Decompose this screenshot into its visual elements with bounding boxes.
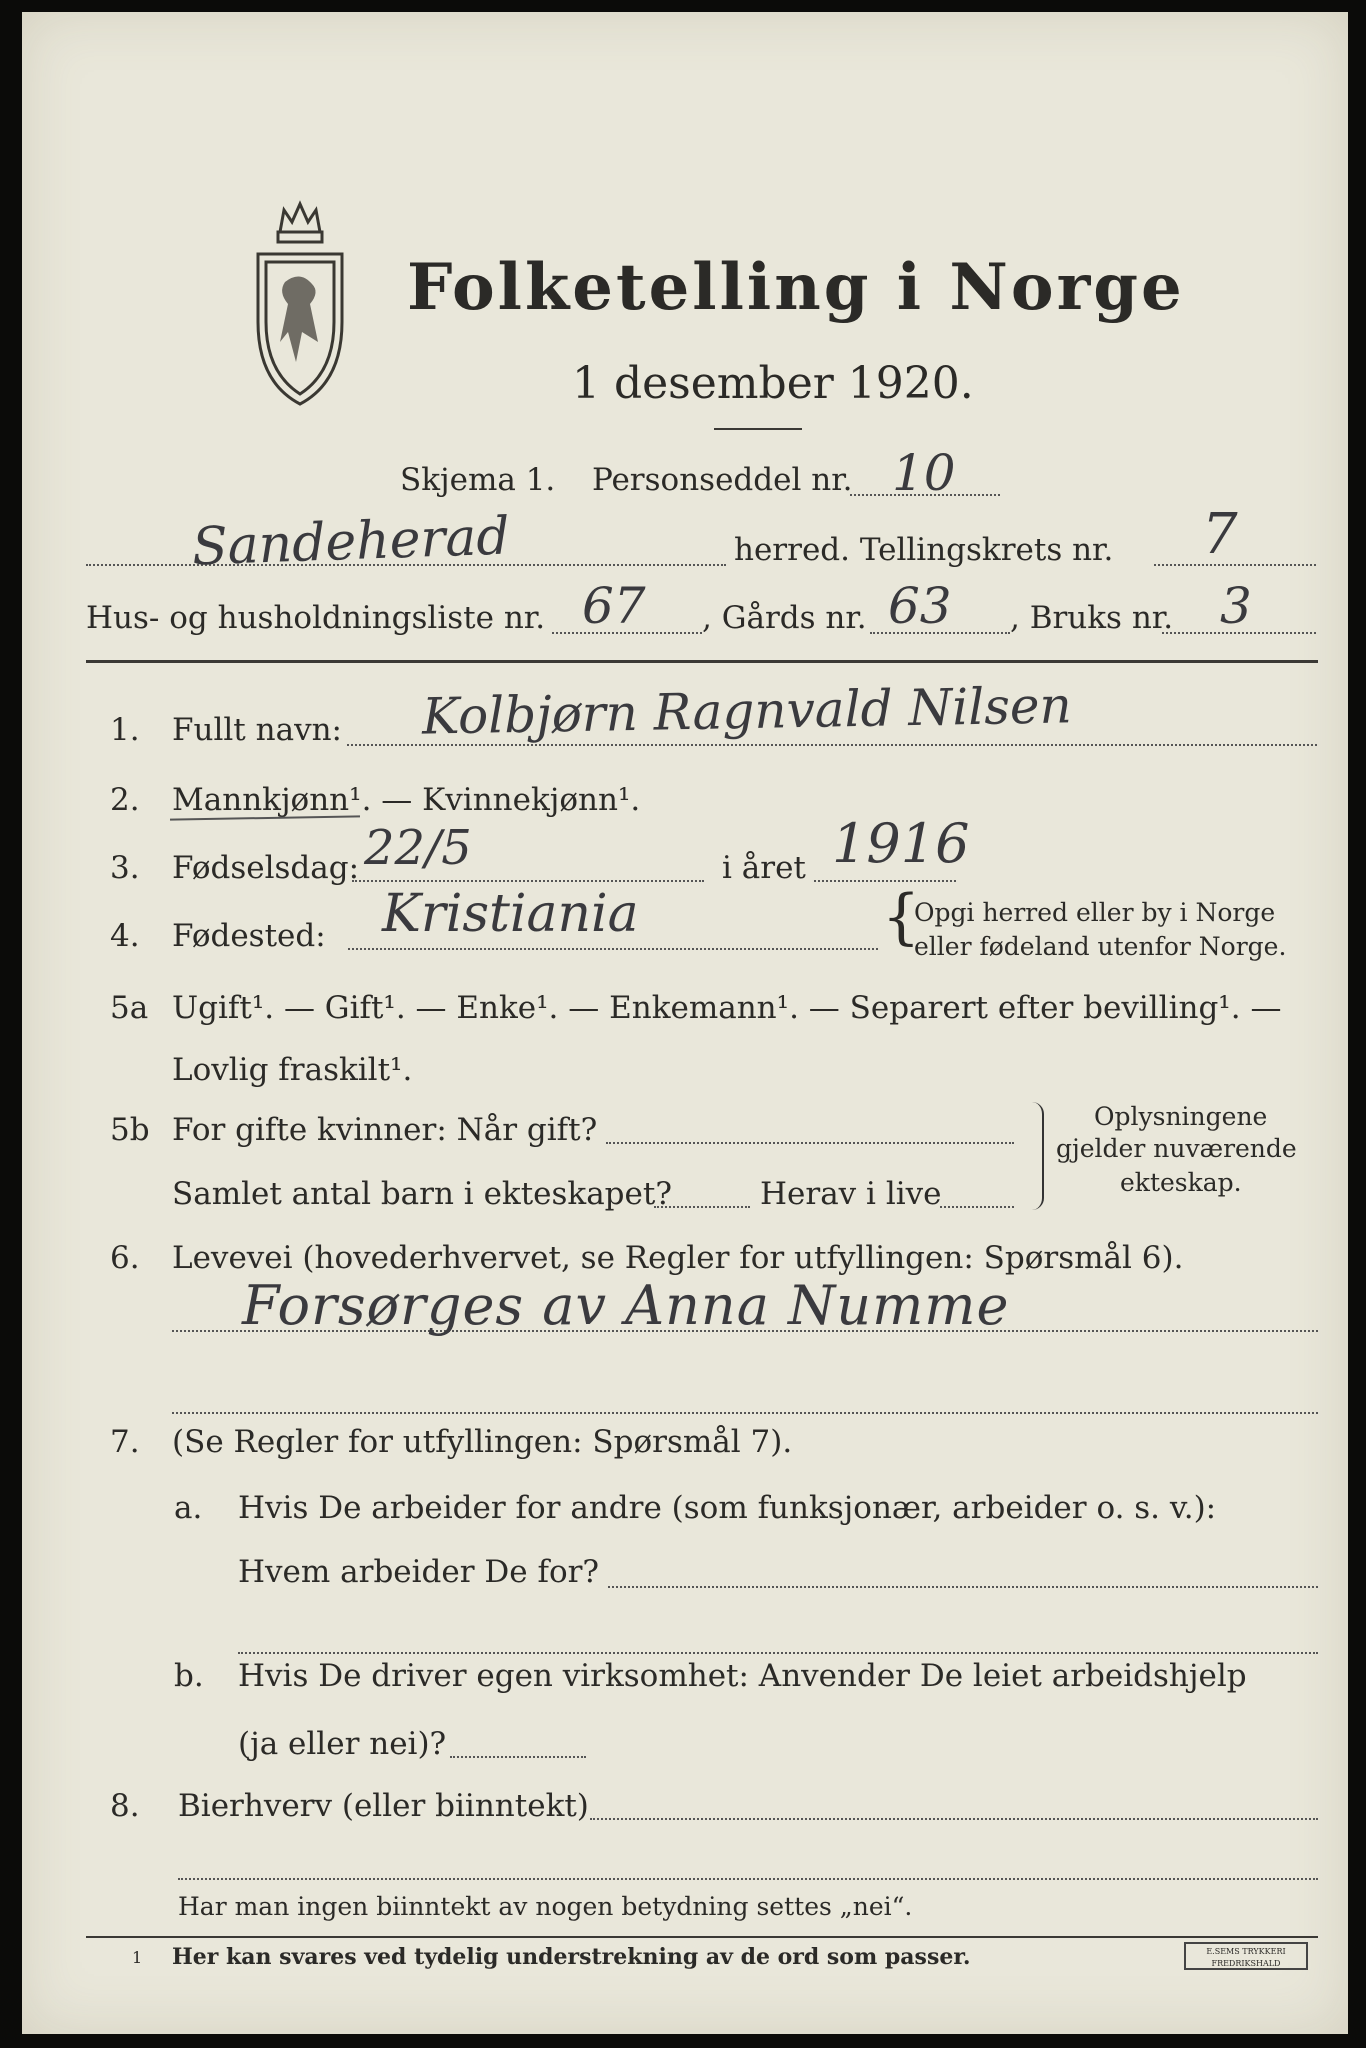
q7-number: 7. bbox=[110, 1424, 140, 1460]
hired-help-label: (ja eller nei)? bbox=[238, 1726, 447, 1762]
form-title: Folketelling i Norge bbox=[407, 250, 1185, 325]
personseddel-label: Personseddel nr. bbox=[592, 462, 853, 498]
occupation-label: Levevei (hovederhvervet, se Regler for utfyllingen: Spørsmål 6). bbox=[172, 1240, 1184, 1276]
birth-year-value[interactable]: 1916 bbox=[832, 812, 970, 875]
printer-stamp: E.SEMS TRYKKERI FREDRIKSHALD bbox=[1184, 1942, 1308, 1970]
q4-number: 4. bbox=[110, 918, 140, 954]
married-when-label: For gifte kvinner: Når gift? bbox=[172, 1112, 598, 1148]
title-divider bbox=[714, 428, 802, 430]
q4-label: Fødested: bbox=[172, 918, 326, 954]
hus-label: Hus- og husholdningsliste nr. bbox=[86, 600, 546, 636]
birthplace-note-2: eller fødeland utenfor Norge. bbox=[914, 932, 1287, 961]
q3-label: Fødselsdag: bbox=[172, 850, 360, 886]
bruks-label: , Bruks nr. bbox=[1010, 600, 1174, 636]
q1-label: Fullt navn: bbox=[172, 712, 342, 748]
footnote-divider bbox=[86, 1936, 1318, 1938]
skjema-label: Skjema 1. bbox=[400, 462, 556, 498]
norwegian-coat-of-arms-icon bbox=[240, 192, 360, 412]
q6-number: 6. bbox=[110, 1240, 140, 1276]
children-count-label: Samlet antal barn i ekteskapet? bbox=[172, 1176, 672, 1212]
marriage-note-brace bbox=[1028, 1102, 1044, 1210]
header-divider bbox=[86, 660, 1318, 663]
marriage-note-2: gjelder nuværende bbox=[1056, 1134, 1297, 1163]
year-label: i året bbox=[722, 850, 806, 886]
children-alive-label: Herav i live bbox=[760, 1176, 942, 1212]
gender-options: Mannkjønn¹. — Kvinnekjønn¹. bbox=[172, 782, 641, 818]
side-income-label: Bierhverv (eller biinntekt) bbox=[178, 1788, 589, 1824]
q1-number: 1. bbox=[110, 712, 140, 748]
marital-status-options: Ugift¹. — Gift¹. — Enke¹. — Enkemann¹. — Separert efter bevilling¹. — bbox=[172, 990, 1282, 1026]
q2-number: 2. bbox=[110, 782, 140, 818]
full-name-value[interactable]: Kolbjørn Ragnvald Nilsen bbox=[421, 676, 1073, 746]
personseddel-value[interactable]: 10 bbox=[892, 444, 956, 502]
q3-number: 3. bbox=[110, 850, 140, 886]
census-date: 1 desember 1920. bbox=[572, 358, 974, 409]
bruks-value[interactable]: 3 bbox=[1220, 577, 1252, 635]
gards-label: , Gårds nr. bbox=[702, 600, 867, 636]
q7a-number: a. bbox=[174, 1490, 203, 1526]
footnote-mark: 1 bbox=[132, 1948, 143, 1967]
tellingskrets-value[interactable]: 7 bbox=[1202, 502, 1238, 567]
q7-label: (Se Regler for utfyllingen: Spørsmål 7). bbox=[172, 1424, 793, 1460]
birthplace-note-1: Opgi herred eller by i Norge bbox=[914, 898, 1276, 927]
q5a-number: 5a bbox=[110, 990, 149, 1026]
q7b-question: Hvis De driver egen virksomhet: Anvender De leiet arbeidshjelp bbox=[238, 1658, 1247, 1694]
marriage-note-3: ekteskap. bbox=[1120, 1168, 1242, 1197]
birthplace-value[interactable]: Kristiania bbox=[382, 884, 639, 944]
marital-status-options-2: Lovlig fraskilt¹. bbox=[172, 1052, 413, 1088]
employer-label: Hvem arbeider De for? bbox=[238, 1554, 600, 1590]
q7b-number: b. bbox=[174, 1658, 204, 1694]
herred-label: herred. Tellingskrets nr. bbox=[734, 532, 1114, 568]
gards-value[interactable]: 63 bbox=[888, 577, 952, 635]
hus-value[interactable]: 67 bbox=[582, 577, 646, 635]
herred-value[interactable]: Sandeherad bbox=[191, 506, 511, 578]
census-form-page: Folketelling i Norge 1 desember 1920. Skjema 1. Personseddel nr. 10 Sandeherad herred. Tellingskrets nr. 7 Hus- og husholdningsliste nr. 67 , Gårds nr. 63 , Bruks nr. 3 1. Fullt navn: Kolbjørn Ragnvald Nilsen 2. Mannkjønn¹. — Kvinnekjønn¹. 3. Fødselsdag: 22/5 i året 1916 4. Fødested: Kristiania { Opgi herred eller by i Norge eller fødeland utenfor Norge. 5a Ugift¹. — Gift¹. — Enke¹. — Enkemann¹. — Separert efter bevilling¹. — Lovlig fraskilt¹. 5b For gifte kvinner: Når gift? Samlet antal barn i ekteskapet? Herav i live Oplysningene gjelder nuværende ekteskap. 6. Levevei (hovederhvervet, se Regler for utfyllingen: Spørsmål 6). Forsørges av Anna Numme 7. (Se Regler for utfyllingen: Spørsmål 7). a. Hvis De arbeider for andre (som funksjonær, arbeider o. s. v.): Hvem arbeider De for? b. Hvis De driver egen virksomhet: Anvender De leiet arbeidshjelp (ja eller nei)? 8. Bierhverv (eller biinntekt) Har man ingen biinntekt av nogen betydning settes „nei“. 1 Her kan svares ved tydelig understrekning av de ord som passer. E.SEMS TRYKKERI FREDRIKSHALD bbox=[22, 12, 1348, 2034]
birthdate-value[interactable]: 22/5 bbox=[364, 820, 472, 876]
q8-number: 8. bbox=[110, 1788, 140, 1824]
q5b-number: 5b bbox=[110, 1112, 150, 1148]
marriage-note-1: Oplysningene bbox=[1094, 1102, 1268, 1131]
side-income-note: Har man ingen biinntekt av nogen betydning settes „nei“. bbox=[178, 1892, 913, 1921]
footnote-text: Her kan svares ved tydelig understrekning av de ord som passer. bbox=[172, 1944, 971, 1970]
q7a-question: Hvis De arbeider for andre (som funksjonær, arbeider o. s. v.): bbox=[238, 1490, 1217, 1526]
occupation-value[interactable]: Forsørges av Anna Numme bbox=[242, 1274, 1010, 1337]
